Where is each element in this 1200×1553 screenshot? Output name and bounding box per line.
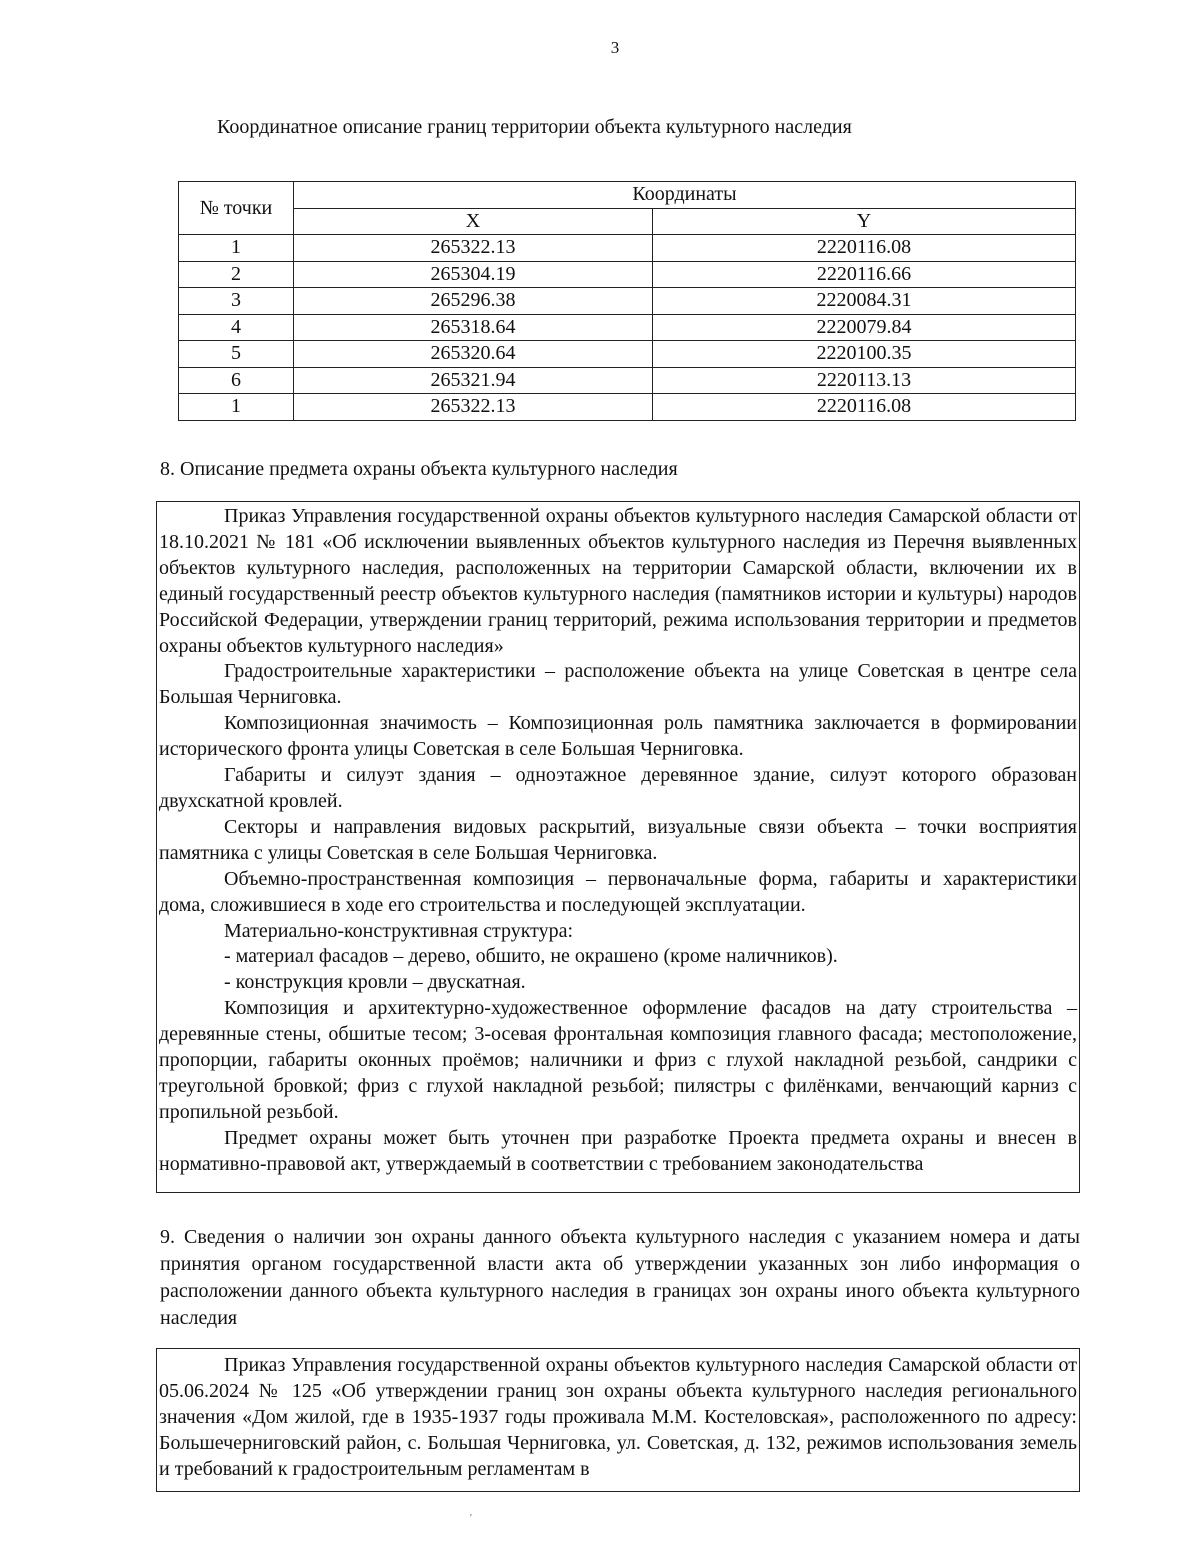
table-row [179,288,1076,315]
table-row [179,394,1076,421]
x-cell: 265318.64 [294,314,653,341]
point-cell: 1 [179,394,294,421]
y-column-header: Y [653,208,1076,235]
facade-material-item: - материал фасадов – дерево, обшито, не окрашено (кроме наличников). [224,945,838,968]
y-cell: 2220116.08 [653,394,1076,421]
roof-construction-item: - конструкция кровли – двускатная. [224,971,526,994]
x-cell: 265321.94 [294,367,653,394]
table-row [179,314,1076,341]
urban-characteristics-paragraph: Градостроительные характеристики – расположение объекта на улице Советская в центре села Большая Черниговка. [159,660,1077,709]
page-number: 3 [610,38,620,57]
protection-subject-note-paragraph: Предмет охраны может быть уточнен при разработке Проекта предмета охраны и внесен в нормативно-правовой акт, утверждаемый в соответствии с требованием законодательства [159,1126,1077,1175]
composition-significance-paragraph: Композиционная значимость – Композиционная роль памятника заключается в формировании исторического фронта улицы Советская в селе Большая Черниговка. [159,712,1077,761]
y-cell: 2220100.35 [653,341,1076,368]
y-cell: 2220079.84 [653,314,1076,341]
section-8-order-paragraph: Приказ Управления государственной охраны объектов культурного наследия Самарской области от 18.10.2021 № 181 «Об исключении выявленных объектов культурного наследия из Перечня выявленных объектов культурного наследия, расположенных на территории Самарской области, включении их в единый государственный реестр объектов культурного наследия (памятников истории и культуры) народов Российской Федерации, утверждении границ территорий, режима использования территории и предметов охраны объектов культурного наследия» [159,505,1077,657]
x-cell: 265322.13 [294,394,653,421]
point-cell: 3 [179,288,294,315]
spatial-composition-paragraph: Объемно-пространственная композиция – первоначальные форма, габариты и характеристики дома, сложившиеся в ходе его строительства и последующей эксплуатации. [159,867,1077,916]
view-sectors-paragraph: Секторы и направления видовых раскрытий, визуальные связи объекта – точки восприятия памятника с улицы Советская в селе Большая Черниговка. [159,815,1077,864]
point-number-header: № точки [179,182,294,235]
x-cell: 265320.64 [294,341,653,368]
table-row [179,261,1076,288]
coordinates-title: Координатное описание границ территории объекта культурного наследия [217,116,852,138]
point-cell: 4 [179,314,294,341]
coordinates-table [178,181,1076,421]
facade-composition-paragraph: Композиция и архитектурно-художественное оформление фасадов на дату строительства – деревянные стены, обшитые тесом; 3-осевая фронтальная композиция главного фасада; местоположение, пропорции, габариты оконных проёмов; наличники и фриз с глухой накладной резьбой, сандрики с треугольной бровкой; фриз с глухой накладной резьбой; пилястры с филёнками, венчающий карниз с пропильной резьбой. [159,997,1077,1123]
table-row [179,235,1076,262]
material-structure-paragraph: Материально-конструктивная структура: [224,919,574,942]
x-cell: 265304.19 [294,261,653,288]
section-8-box [156,501,1080,1193]
point-cell: 5 [179,341,294,368]
y-cell: 2220084.31 [653,288,1076,315]
x-cell: 265322.13 [294,235,653,262]
section-8-heading: 8. Описание предмета охраны объекта культурного наследия [160,458,678,480]
dimensions-silhouette-paragraph: Габариты и силуэт здания – одноэтажное деревянное здание, силуэт которого образован двухскатной кровлей. [159,764,1077,812]
coordinates-header: Координаты [294,182,1076,209]
section-9-box [156,1348,1080,1492]
point-cell: 1 [179,235,294,262]
point-cell: 2 [179,261,294,288]
y-cell: 2220113.13 [653,367,1076,394]
x-cell: 265296.38 [294,288,653,315]
footer-mark: ' [470,1513,472,1524]
y-cell: 2220116.66 [653,261,1076,288]
section-9-order-paragraph: Приказ Управления государственной охраны объектов культурного наследия Самарской области от 05.06.2024 № 125 «Об утверждении границ зон охраны объекта культурного наследия регионального значения «Дом жилой, где в 1935-1937 годы проживала М.М. Костеловская», расположенного по адресу: Большечерниговский район, с. Большая Черниговка, ул. Советская, д. 132, режимов использования земель и требований к градостроительным регламентам в [159,1354,1077,1480]
table-row [179,341,1076,368]
table-row [179,367,1076,394]
x-column-header: X [294,208,653,235]
section-9-heading: 9. Сведения о наличии зон охраны данного объекта культурного наследия с указанием номера и даты принятия органом государственной власти акта об утверждении указанных зон либо информация о расположении данного объекта культурного наследия в границах зон охраны иного объекта культурного наследия [160,1226,1080,1329]
y-cell: 2220116.08 [653,235,1076,262]
point-cell: 6 [179,367,294,394]
